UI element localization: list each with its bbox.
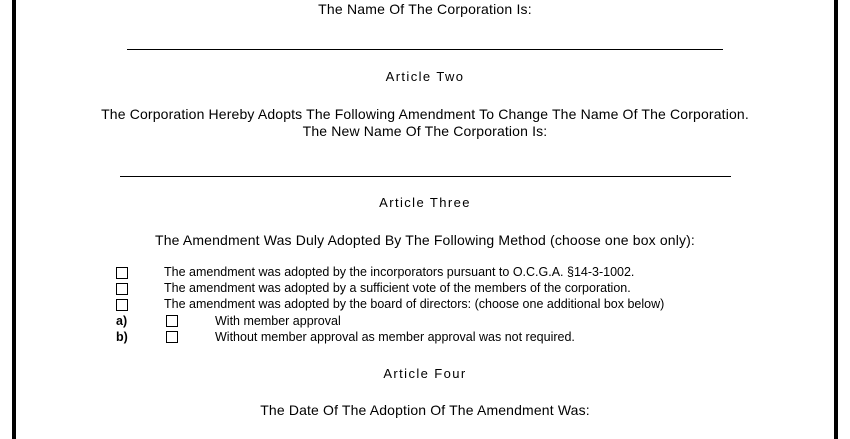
option-incorporators-checkbox[interactable] [116,267,128,279]
corporation-name-blank[interactable] [127,49,723,50]
sub-option-a-letter: a) [116,314,128,328]
article-four-title: Article Four [383,366,467,381]
option-members-vote-checkbox[interactable] [116,283,128,295]
option-board-checkbox[interactable] [116,299,128,311]
new-name-heading: The New Name Of The Corporation Is: [302,123,548,139]
sub-option-b-checkbox[interactable] [166,331,178,343]
option-members-vote-label: The amendment was adopted by a sufficient vote of the members of the corporation. [164,281,631,295]
article-two-title: Article Two [385,69,465,84]
sub-option-b-letter: b) [116,330,128,344]
option-incorporators-label: The amendment was adopted by the incorporators pursuant to O.C.G.A. §14-3-1002. [164,265,635,279]
sub-option-b-label: Without member approval as member approval was not required. [215,330,575,344]
article-three-title: Article Three [379,195,471,210]
corporation-name-heading: The Name Of The Corporation Is: [318,1,532,17]
sub-option-a-label: With member approval [215,314,341,328]
page-border-right [834,0,838,439]
option-board-label: The amendment was adopted by the board of directors: (choose one additional box below) [164,297,665,311]
new-name-blank[interactable] [120,176,731,177]
sub-option-a-checkbox[interactable] [166,315,178,327]
adoption-date-heading: The Date Of The Adoption Of The Amendment Was: [260,402,590,418]
article-two-statement: The Corporation Hereby Adopts The Following Amendment To Change The Name Of The Corporation. [101,106,749,122]
adoption-method-intro: The Amendment Was Duly Adopted By The Following Method (choose one box only): [155,232,695,248]
